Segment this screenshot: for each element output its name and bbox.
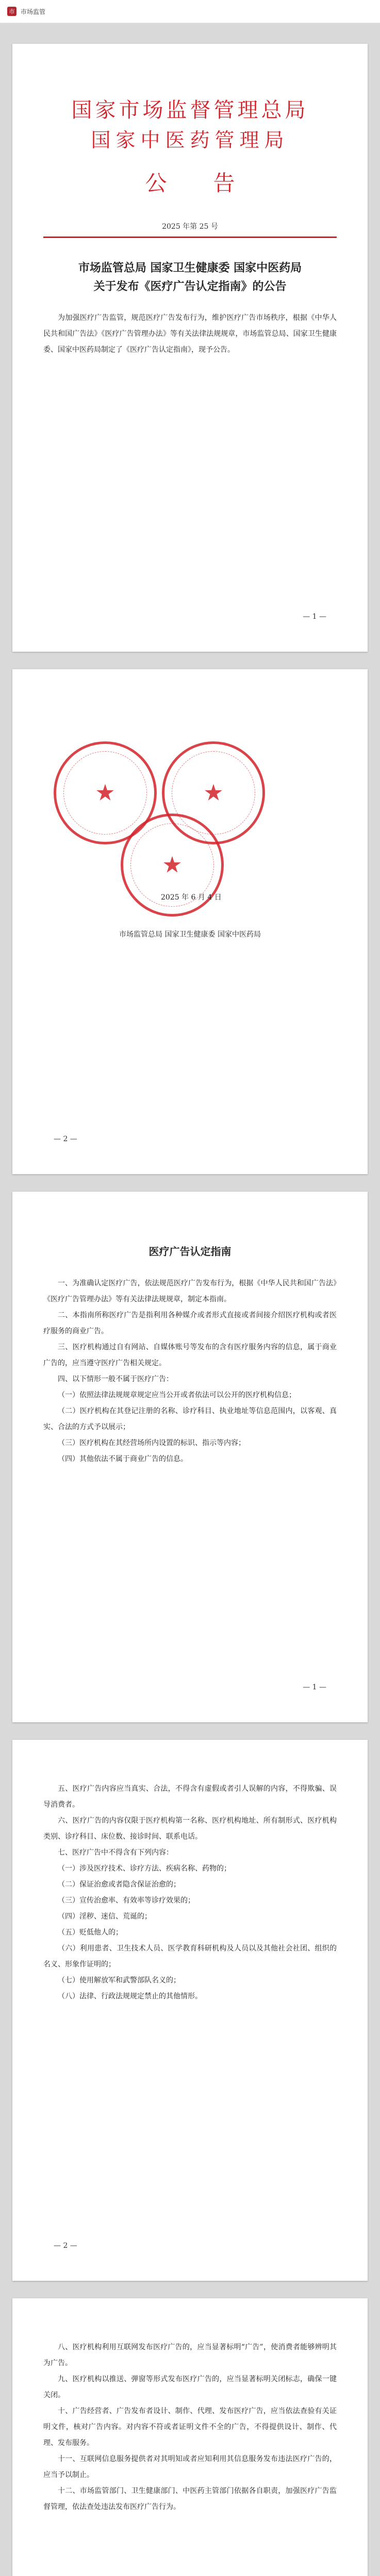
page-number: — 2 — <box>54 1135 77 1143</box>
notice-heading: 公告 <box>145 171 282 196</box>
guideline-paragraph: （二）医疗机构在其登记注册的名称、诊疗科目、执业地址等信息范围内，以客观、真实、合法的方式予以展示； <box>43 1407 337 1431</box>
document-page-5 <box>12 2298 368 2576</box>
guideline-paragraph: （六）利用患者、卫生技术人员、医学教育科研机构及人员以及其他社会社团、组织的名义、形象作证明的； <box>43 1944 337 1969</box>
guideline-paragraph: （四）其他依法不属于商业广告的信息。 <box>58 1455 188 1463</box>
guideline-paragraph: （一）依照法律法规规章规定应当公开或者依法可以公开的医疗机构信息； <box>58 1391 296 1399</box>
guideline-paragraph: （八）法律、行政法规规定禁止的其他情形。 <box>58 1992 202 2001</box>
guideline-paragraph: 三、医疗机构通过自有网站、自媒体账号等发布的含有医疗服务内容的信息，属于商业广告的，应当遵守医疗广告相关规定。 <box>43 1343 337 1367</box>
source-name[interactable]: 市场监管 <box>21 8 46 15</box>
issuing-org-line-1: 国家市场监督管理总局 <box>71 98 309 122</box>
page-number: — 2 — <box>54 2242 77 2250</box>
document-page-4 <box>12 1740 368 2281</box>
topbar <box>0 0 380 23</box>
guideline-paragraph: 五、医疗广告内容应当真实、合法，不得含有虚假或者引人误解的内容，不得欺骗、误导消费者。 <box>43 1785 337 1809</box>
document-page-2 <box>12 669 368 1174</box>
seal-icon: ★ <box>121 814 224 917</box>
guideline-paragraph: （四）淫秽、迷信、荒诞的； <box>58 1912 152 1921</box>
guideline-paragraph: 一、为准确认定医疗广告，依法规范医疗广告发布行为，根据《中华人民共和国广告法》《医疗广告管理办法》等有关法律法规规章，制定本指南。 <box>43 1279 337 1303</box>
red-divider <box>43 236 337 238</box>
guideline-paragraph: （七）使用解放军和武警部队名义的； <box>58 1976 180 1985</box>
page-number: — 1 — <box>303 613 326 621</box>
document-title <box>43 259 337 296</box>
guideline-paragraph: 八、医疗机构利用互联网发布医疗广告的，应当显著标明“广告”，使消费者能够辨明其为广告。 <box>43 2343 337 2367</box>
seal-icon: ★ <box>54 741 157 844</box>
guideline-paragraph: 二、本指南所称医疗广告是指利用各种媒介或者形式直接或者间接介绍医疗机构或者医疗服务的商业广告。 <box>43 1311 337 1335</box>
guideline-title: 医疗广告认定指南 <box>148 1245 232 1258</box>
guideline-paragraph: （一）涉及医疗技术、诊疗方法、疾病名称、药物的； <box>58 1865 231 1873</box>
guideline-paragraph: （三）宣传治愈率、有效率等诊疗效果的； <box>58 1896 195 1905</box>
document-page-3 <box>12 1192 368 1722</box>
notice-number: 2025 年第 25 号 <box>162 223 218 231</box>
document-title-line-2: 关于发布《医疗广告认定指南》的公告 <box>93 280 287 293</box>
signatories: 市场监管总局 国家卫生健康委 国家中医药局 <box>119 930 261 939</box>
guideline-paragraph: （五）贬低他人的； <box>58 1928 123 1937</box>
guideline-paragraph: 十一、互联网信息服务提供者对其明知或者应知利用其信息服务发布违法医疗广告的，应当予以制止。 <box>43 2455 337 2479</box>
guideline-paragraph: 九、医疗机构以推送、弹窗等形式发布医疗广告的，应当显著标明关闭标志，确保一键关闭。 <box>43 2375 337 2399</box>
document-title-line-1: 市场监管总局 国家卫生健康委 国家中医药局 <box>78 261 302 275</box>
guideline-paragraph: 十、广告经营者、广告发布者设计、制作、代理、发布医疗广告，应当依法查验有关证明文件，核对广告内容。对内容不符或者证明文件不全的广告，不得提供设计、制作、代理、发布服务。 <box>43 2407 337 2447</box>
guideline-paragraph: 十二、市场监管部门、卫生健康部门、中医药主管部门依据各自职责，加强医疗广告监督管理，依法查处违法发布医疗广告行为。 <box>43 2487 337 2511</box>
document-page-1 <box>12 44 368 652</box>
source-logo-icon: 市 <box>7 7 16 16</box>
guideline-paragraph: 六、医疗广告的内容仅限于医疗机构第一名称、医疗机构地址、所有制形式、医疗机构类别、诊疗科目、床位数、接诊时间、联系电话。 <box>43 1817 337 1841</box>
guideline-paragraph: 七、医疗广告中不得含有下列内容： <box>58 1849 173 1857</box>
guideline-paragraph: （三）医疗机构在其经营场所内设置的标识、指示等内容； <box>58 1439 245 1447</box>
official-seals <box>43 741 337 911</box>
seal-icon: ★ <box>162 741 265 844</box>
announcement-paragraph: 为加强医疗广告监管，规范医疗广告发布行为，维护医疗广告市场秩序，根据《中华人民共和国广告法》《医疗广告管理办法》等有关法律法规规章，市场监管总局、国家卫生健康委、国家中医药局制定了《医疗广告认定指南》，现予公告。 <box>43 314 337 354</box>
issuing-org-line-2: 国家中医药管理局 <box>91 129 289 151</box>
guideline-paragraph: （二）保证治愈或者隐含保证治愈的； <box>58 1880 180 1889</box>
page-number: — 1 — <box>303 1683 326 1691</box>
signing-date: 2025 年 6 月 4 日 <box>161 893 222 902</box>
guideline-paragraph: 四、以下情形一般不属于医疗广告： <box>58 1375 173 1383</box>
